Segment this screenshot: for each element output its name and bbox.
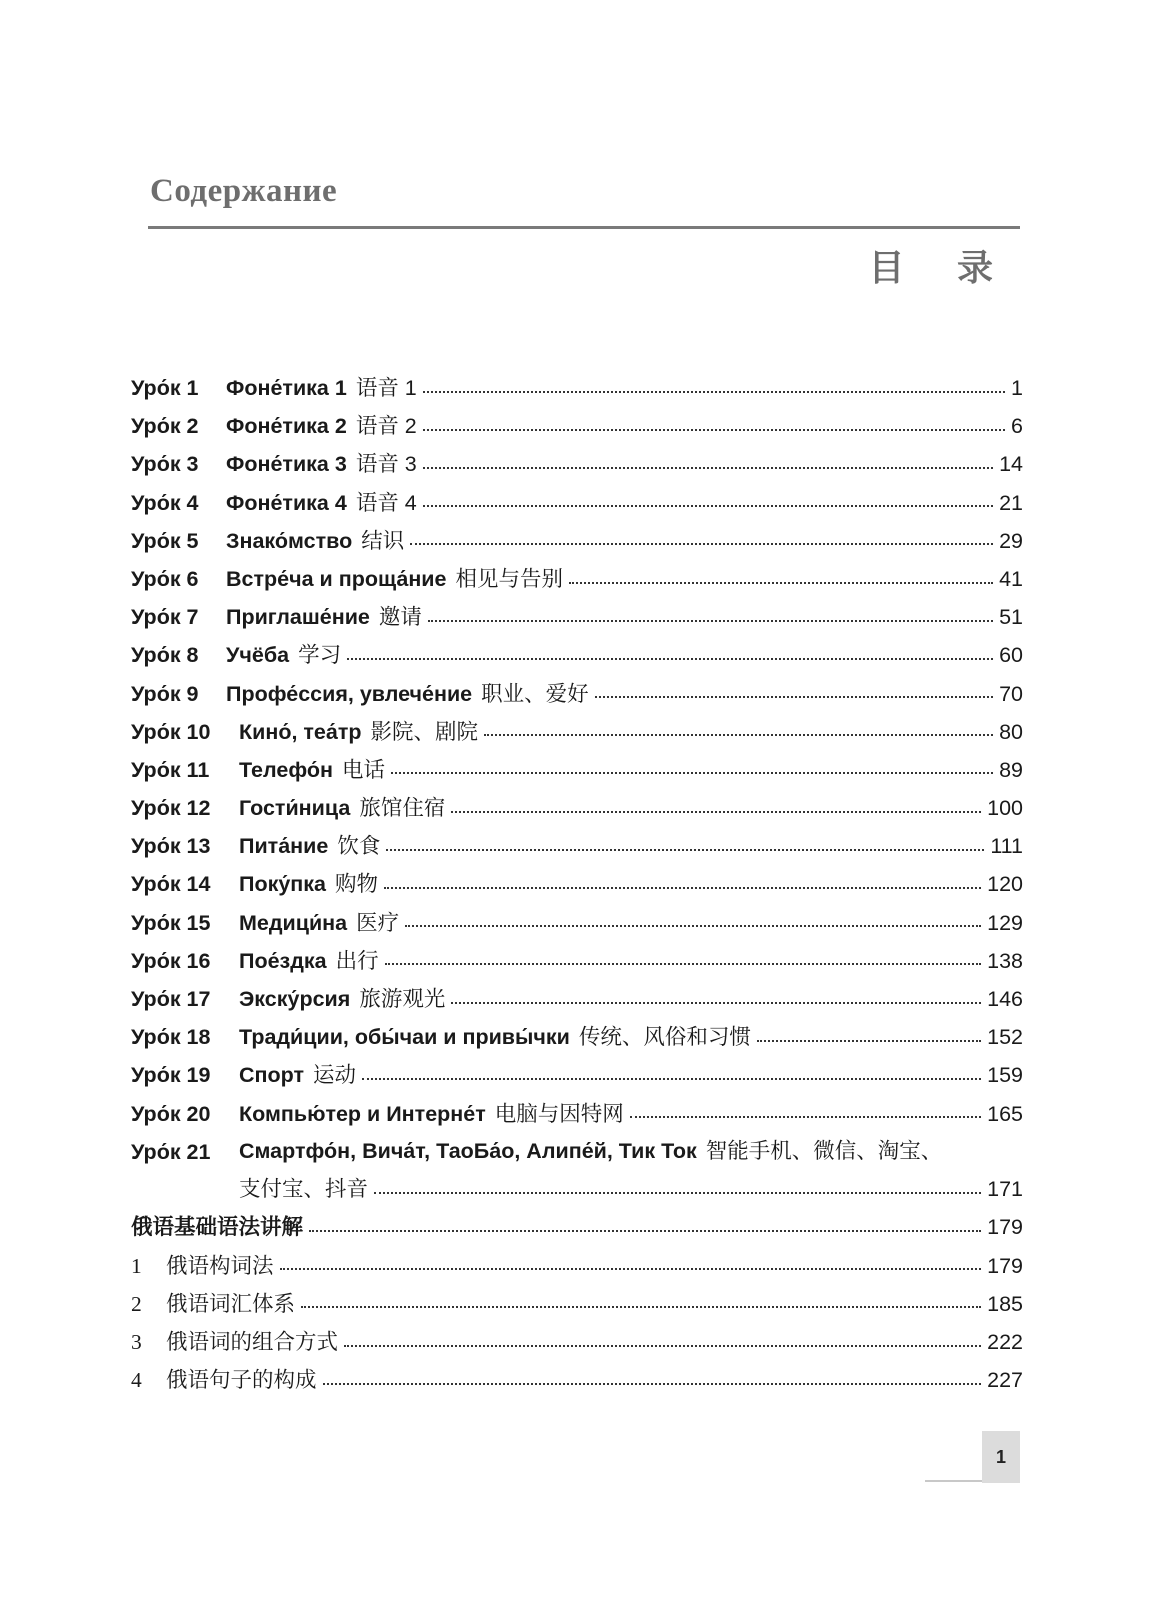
- lesson-number: Уро́к 16: [131, 948, 211, 973]
- heading-divider: [148, 226, 1020, 229]
- dot-leader: [280, 1267, 982, 1270]
- toc-entry-lesson-2[interactable]: [131, 407, 1023, 445]
- page-number: 171: [987, 1176, 1023, 1201]
- page-number: 51: [999, 605, 1023, 630]
- page-number: 129: [987, 910, 1023, 935]
- toc-entry-lesson-20[interactable]: [131, 1095, 1023, 1133]
- lesson-title-zh: 智能手机、微信、淘宝、: [705, 1138, 943, 1163]
- grammar-item-number: 2: [131, 1291, 142, 1316]
- page-number: 41: [999, 566, 1023, 591]
- page-title-zh: 目 录: [868, 247, 1013, 289]
- lesson-number: Уро́к 10: [131, 719, 211, 744]
- dot-leader: [323, 1382, 982, 1385]
- lesson-title-zh: 电脑与因特网: [494, 1101, 624, 1126]
- lesson-number: Уро́к 21: [131, 1139, 211, 1164]
- lesson-title-ru: Фоне́тика 2: [226, 414, 347, 439]
- lesson-title-zh: 相见与告别: [455, 566, 563, 591]
- page-number: 6: [1011, 414, 1023, 439]
- lesson-number: Уро́к 4: [131, 490, 199, 515]
- page-number: 111: [990, 834, 1023, 859]
- dot-leader: [301, 1305, 981, 1308]
- lesson-title-ru: Знако́мство: [226, 528, 353, 553]
- lesson-number: Уро́к 17: [131, 987, 211, 1011]
- toc-entry-lesson-14[interactable]: [131, 865, 1023, 903]
- lesson-title-zh: 电话: [342, 757, 386, 782]
- lesson-title-zh: 出行: [335, 948, 379, 973]
- lesson-number: Уро́к 19: [131, 1063, 211, 1088]
- dot-leader: [484, 733, 993, 736]
- page-number: 21: [999, 490, 1023, 515]
- lesson-number: Уро́к 12: [131, 796, 211, 821]
- dot-leader: [451, 1001, 981, 1004]
- lesson-title-ru: Телефо́н: [239, 757, 333, 782]
- lesson-number: Уро́к 14: [131, 872, 211, 897]
- toc-entry-lesson-12[interactable]: [131, 789, 1023, 827]
- lesson-number: Уро́к 6: [131, 566, 199, 591]
- toc-entry-lesson-4[interactable]: [131, 484, 1023, 522]
- toc-entry-lesson-15[interactable]: [131, 904, 1023, 942]
- grammar-item-number: 4: [131, 1368, 142, 1393]
- page-number: 146: [987, 987, 1023, 1011]
- lesson-number: Уро́к 3: [131, 452, 199, 477]
- page-number: 1: [1011, 376, 1023, 400]
- page-number: 179: [987, 1253, 1023, 1278]
- page-number: 165: [987, 1101, 1023, 1126]
- page-number: 138: [987, 948, 1023, 973]
- dot-leader: [569, 581, 993, 584]
- lesson-21-title-block: [239, 1133, 1023, 1209]
- lesson-title-zh: 语音 1: [355, 376, 417, 400]
- lesson-title-zh: 旅游观光: [359, 987, 446, 1011]
- lesson-title-ru: Тради́ции, обы́чаи и привы́чки: [239, 1025, 570, 1050]
- lesson-number: Уро́к 20: [131, 1101, 211, 1126]
- toc-entry-lesson-8[interactable]: [131, 636, 1023, 674]
- dot-leader: [344, 1344, 981, 1347]
- page-number: 227: [987, 1368, 1023, 1393]
- lesson-title-ru: Компью́тер и Интерне́т: [239, 1101, 486, 1126]
- toc-entry-lesson-16[interactable]: [131, 942, 1023, 980]
- toc-entry-lesson-11[interactable]: [131, 751, 1023, 789]
- toc-entry-lesson-21[interactable]: [131, 1133, 1023, 1209]
- lesson-title-zh: 影院、剧院: [370, 719, 479, 744]
- dot-leader: [385, 962, 982, 965]
- page-number-rule: [925, 1480, 982, 1482]
- grammar-item-label: 俄语词的组合方式: [166, 1329, 339, 1354]
- lesson-title-ru: Пое́здка: [239, 948, 327, 973]
- lesson-title-zh: 传统、风俗和习惯: [578, 1025, 751, 1050]
- dot-leader: [451, 810, 981, 813]
- dot-leader: [423, 390, 1005, 393]
- dot-leader: [309, 1229, 981, 1232]
- lesson-title-ru: Учёба: [226, 643, 290, 668]
- lesson-title-ru: Кино́, теа́тр: [239, 719, 362, 744]
- toc-entry-lesson-7[interactable]: [131, 598, 1023, 636]
- lesson-title-ru: Медици́на: [239, 910, 348, 935]
- lesson-title-ru: Приглаше́ние: [226, 605, 370, 630]
- dot-leader: [347, 657, 993, 660]
- dot-leader: [423, 504, 993, 507]
- lesson-title-zh: 语音 3: [355, 452, 417, 477]
- toc-entry-lesson-13[interactable]: [131, 827, 1023, 865]
- lesson-title-zh: 购物: [335, 872, 379, 897]
- lesson-title-ru: Гости́ница: [239, 796, 351, 821]
- toc-entry-grammar-1[interactable]: [131, 1247, 1023, 1285]
- dot-leader: [405, 924, 981, 927]
- toc-entry-lesson-18[interactable]: [131, 1018, 1023, 1056]
- page-number: 185: [987, 1291, 1023, 1316]
- toc-entry-lesson-17[interactable]: [131, 980, 1023, 1018]
- grammar-item-number: 1: [131, 1253, 142, 1278]
- lesson-title-zh: 结识: [361, 528, 405, 553]
- page-number: 70: [999, 681, 1023, 706]
- page-number: 222: [987, 1329, 1023, 1354]
- page-title-ru: Содержание: [150, 173, 338, 209]
- dot-leader: [630, 1115, 981, 1118]
- dot-leader: [374, 1191, 981, 1194]
- lesson-number: Уро́к 11: [131, 757, 210, 782]
- toc-entry-lesson-5[interactable]: [131, 522, 1023, 560]
- lesson-title-ru: Встре́ча и проща́ние: [226, 566, 447, 591]
- lesson-number: Уро́к 8: [131, 643, 199, 668]
- lesson-number: Уро́к 5: [131, 528, 199, 553]
- lesson-title-zh: 职业、爱好: [481, 681, 589, 706]
- toc-entry-lesson-9[interactable]: [131, 675, 1023, 713]
- grammar-section-title: 俄语基础语法讲解: [131, 1215, 304, 1240]
- toc-entry-lesson-6[interactable]: [131, 560, 1023, 598]
- lesson-title-zh: 饮食: [337, 834, 381, 859]
- lesson-title-zh: 语音 4: [355, 490, 417, 515]
- lesson-title-zh: 医疗: [356, 910, 400, 935]
- dot-leader: [362, 1077, 981, 1080]
- dot-leader: [428, 619, 993, 622]
- dot-leader: [595, 695, 993, 698]
- lesson-number: Уро́к 13: [131, 834, 211, 859]
- lesson-title-ru: Спорт: [239, 1063, 305, 1088]
- lesson-number: Уро́к 7: [131, 605, 199, 630]
- lesson-title-zh: 语音 2: [355, 414, 417, 439]
- toc-entry-lesson-1[interactable]: [131, 369, 1023, 407]
- lesson-number: Уро́к 15: [131, 910, 211, 935]
- grammar-item-label: 俄语构词法: [166, 1253, 274, 1278]
- table-of-contents: [131, 369, 1023, 1399]
- dot-leader: [423, 466, 993, 469]
- lesson-number: Уро́к 2: [131, 414, 199, 439]
- page-number: 159: [987, 1063, 1023, 1088]
- toc-entry-grammar-3[interactable]: [131, 1323, 1023, 1361]
- page-number: 152: [987, 1025, 1023, 1050]
- page-number: 100: [987, 796, 1023, 821]
- dot-leader: [410, 542, 993, 545]
- lesson-title-ru: Фоне́тика 4: [226, 490, 347, 515]
- page-number-badge: 1: [982, 1431, 1020, 1483]
- dot-leader: [757, 1039, 981, 1042]
- dot-leader: [423, 428, 1005, 431]
- toc-entry-lesson-19[interactable]: [131, 1056, 1023, 1094]
- page-number: 120: [987, 872, 1023, 897]
- toc-entry-grammar-section[interactable]: [131, 1208, 1023, 1246]
- page-number: 14: [999, 452, 1023, 477]
- toc-entry-lesson-10[interactable]: [131, 713, 1023, 751]
- page-number: 179: [987, 1215, 1023, 1240]
- lesson-title-ru: Фоне́тика 3: [226, 452, 347, 477]
- grammar-item-label: 俄语词汇体系: [166, 1291, 296, 1316]
- dot-leader: [391, 771, 993, 774]
- dot-leader: [386, 848, 984, 851]
- toc-entry-grammar-2[interactable]: [131, 1285, 1023, 1323]
- lesson-number: Уро́к 9: [131, 681, 199, 706]
- lesson-title-ru: Профе́ссия, увлече́ние: [226, 681, 473, 706]
- lesson-title-zh: 学习: [298, 643, 342, 668]
- toc-entry-grammar-4[interactable]: [131, 1361, 1023, 1399]
- page-number: 29: [999, 528, 1023, 553]
- page-number: 80: [999, 719, 1023, 744]
- page-number: 89: [999, 757, 1023, 782]
- lesson-title-ru: Смартфо́н, Вича́т, ТаоБа́о, Алипе́й, Тик Ток: [239, 1138, 697, 1163]
- toc-entry-lesson-3[interactable]: [131, 445, 1023, 483]
- page-number: 60: [999, 643, 1023, 668]
- lesson-title-ru: Пита́ние: [239, 834, 329, 859]
- grammar-item-label: 俄语句子的构成: [166, 1368, 317, 1393]
- grammar-item-number: 3: [131, 1329, 142, 1354]
- lesson-title-zh: 运动: [313, 1063, 357, 1088]
- lesson-title-ru: Экску́рсия: [239, 987, 351, 1011]
- dot-leader: [384, 886, 981, 889]
- lesson-title-ru: Фоне́тика 1: [226, 376, 347, 400]
- lesson-title-zh: 邀请: [378, 605, 422, 630]
- lesson-title-zh: 旅馆住宿: [359, 796, 446, 821]
- lesson-number: Уро́к 1: [131, 376, 199, 400]
- lesson-title-ru: Поку́пка: [239, 872, 327, 897]
- lesson-number: Уро́к 18: [131, 1025, 211, 1050]
- lesson-title-zh-continued: 支付宝、抖音: [239, 1176, 369, 1201]
